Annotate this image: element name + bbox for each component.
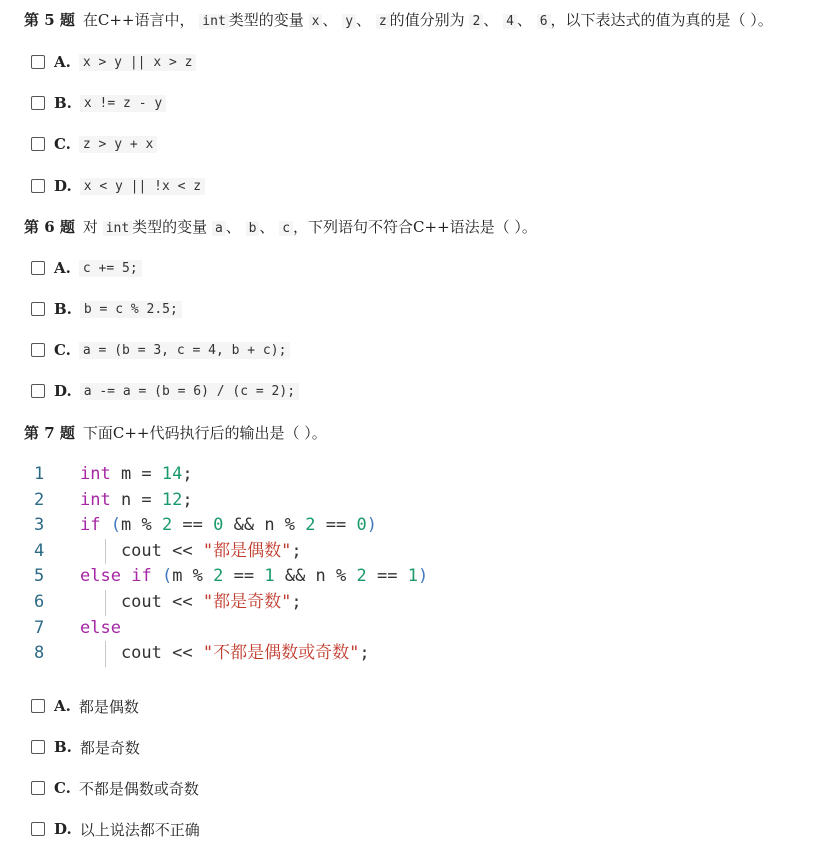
code-line	[24, 462, 544, 488]
question-7-option-d[interactable]	[31, 819, 200, 839]
code-text	[80, 564, 428, 590]
code-token: m =	[110, 464, 162, 484]
checkbox[interactable]	[31, 740, 45, 754]
code-token: else	[80, 617, 121, 638]
option-text: 都是偶数	[78, 697, 139, 716]
option-letter: B.	[54, 738, 72, 756]
option-letter: C.	[54, 341, 71, 359]
option-code: z > y + x	[79, 136, 157, 153]
question-5-value-2: 2	[469, 14, 483, 29]
question-5-text-post: ，以下表达式的值为真的是（ ）。	[550, 11, 773, 29]
option-letter: D.	[54, 820, 72, 838]
question-5-sep1: 、	[322, 11, 338, 29]
code-token: 0	[356, 515, 367, 536]
code-token: ;	[182, 464, 193, 484]
question-6-option-b[interactable]	[31, 299, 182, 319]
code-token: && n %	[274, 566, 357, 587]
code-token: 2	[305, 515, 316, 536]
code-token: 2	[213, 566, 224, 587]
code-token: ==	[172, 515, 214, 536]
checkbox[interactable]	[31, 343, 45, 357]
checkbox[interactable]	[31, 384, 45, 398]
code-text	[80, 590, 302, 616]
question-6-text-post: ，下列语句不符合C++语法是（ ）。	[293, 218, 537, 236]
question-5-option-c[interactable]	[31, 134, 157, 154]
checkbox[interactable]	[31, 137, 45, 151]
option-code: x != z - y	[80, 95, 166, 112]
option-code: c += 5;	[79, 260, 142, 277]
code-token: "不都是偶数或奇数"	[202, 643, 360, 664]
question-5-text-mid2: 的值分别为	[389, 11, 465, 29]
checkbox[interactable]	[31, 822, 45, 836]
question-6-sep1: 、	[225, 218, 241, 236]
question-5-value-4: 4	[503, 14, 517, 29]
code-token: "都是偶数"	[202, 540, 292, 561]
question-6-option-d[interactable]	[31, 381, 299, 401]
code-token: int	[80, 464, 111, 484]
question-7-title	[24, 423, 327, 443]
question-5-title	[24, 10, 773, 32]
question-5-sep2: 、	[356, 11, 372, 29]
question-5-var-y: y	[342, 14, 356, 29]
checkbox[interactable]	[31, 179, 45, 193]
line-number: 2	[34, 489, 45, 510]
code-token: )	[366, 515, 377, 536]
code-token: (	[110, 515, 121, 536]
question-6-number: 第 6 题	[24, 218, 75, 236]
checkbox[interactable]	[31, 302, 45, 316]
code-token: ==	[315, 515, 357, 536]
line-number: 7	[34, 617, 45, 638]
question-7-option-a[interactable]	[31, 696, 139, 716]
code-token: ;	[291, 540, 302, 561]
option-letter: B.	[54, 300, 72, 318]
code-token: "都是奇数"	[202, 591, 292, 612]
question-5-option-a[interactable]	[31, 52, 196, 72]
question-5-sep3: 、	[483, 11, 499, 29]
option-letter: C.	[54, 779, 71, 797]
code-token: ==	[223, 566, 265, 587]
question-5-int-keyword: int	[199, 14, 228, 29]
checkbox[interactable]	[31, 261, 45, 275]
checkbox[interactable]	[31, 96, 45, 110]
option-text: 不都是偶数或奇数	[78, 779, 199, 798]
option-code: x < y || !x < z	[80, 178, 205, 195]
option-letter: A.	[54, 53, 71, 71]
line-number: 6	[34, 591, 45, 612]
code-token: 2	[356, 566, 367, 587]
question-6-option-c[interactable]	[31, 340, 290, 360]
code-text	[80, 616, 121, 642]
code-text	[80, 488, 193, 514]
question-5-number: 第 5 题	[24, 11, 75, 29]
question-5-text-pre: 在C++语言中，	[82, 11, 195, 29]
question-6-sep2: 、	[259, 218, 275, 236]
code-text	[80, 462, 193, 488]
code-token: if	[131, 566, 152, 587]
code-text	[80, 539, 302, 565]
option-letter: D.	[54, 382, 72, 400]
option-text: 以上说法都不正确	[79, 820, 200, 839]
code-token: 12	[161, 489, 183, 510]
option-letter: A.	[54, 697, 71, 715]
code-block	[24, 462, 544, 667]
question-5-value-6: 6	[537, 14, 551, 29]
code-token: else	[80, 566, 121, 587]
code-line	[24, 513, 544, 539]
question-5-option-b[interactable]	[31, 93, 166, 113]
question-7-number: 第 7 题	[24, 424, 75, 442]
code-token: 14	[161, 464, 183, 484]
line-number: 8	[34, 643, 45, 664]
question-5-text-mid1: 类型的变量	[228, 11, 304, 29]
code-line	[24, 564, 544, 590]
code-line	[24, 590, 544, 616]
question-6-int-keyword: int	[103, 221, 132, 236]
checkbox[interactable]	[31, 55, 45, 69]
code-token: cout <<	[80, 643, 203, 664]
option-code: x > y || x > z	[79, 54, 197, 71]
option-text: 都是奇数	[79, 738, 140, 757]
code-token: 0	[213, 515, 224, 536]
code-token: ;	[182, 489, 193, 510]
code-token: (	[161, 566, 173, 587]
question-6-var-a: a	[212, 221, 226, 236]
code-token: 1	[407, 566, 418, 587]
line-number: 1	[34, 464, 45, 484]
question-6-text-mid1: 类型的变量	[132, 218, 208, 236]
option-letter: D.	[54, 177, 72, 195]
code-token: m %	[172, 566, 214, 587]
line-number: 3	[34, 515, 45, 536]
code-token: 2	[161, 515, 173, 536]
question-7-text: 下面C++代码执行后的输出是（ ）。	[82, 424, 327, 442]
question-5-var-x: x	[309, 14, 323, 29]
code-token: 1	[264, 566, 275, 587]
option-code: b = c % 2.5;	[80, 301, 182, 318]
code-token	[100, 515, 110, 535]
option-letter: B.	[54, 94, 72, 112]
code-token: ;	[291, 591, 302, 612]
option-letter: C.	[54, 135, 71, 153]
question-6-title	[24, 217, 537, 239]
question-6-text-pre: 对	[82, 218, 98, 236]
code-token: cout <<	[80, 540, 203, 561]
option-letter: A.	[54, 259, 71, 277]
question-7-option-b[interactable]	[31, 737, 140, 757]
code-token	[121, 566, 131, 586]
question-5-option-d[interactable]	[31, 176, 205, 196]
line-number: 5	[34, 566, 45, 587]
option-code: a = (b = 3, c = 4, b + c);	[79, 342, 291, 359]
question-6-var-b: b	[246, 221, 260, 236]
code-token: if	[80, 515, 101, 536]
code-token: ;	[359, 643, 370, 664]
code-token: int	[80, 489, 111, 510]
line-number: 4	[34, 540, 45, 561]
question-6-option-a[interactable]	[31, 258, 142, 278]
code-token: n =	[110, 489, 162, 510]
code-line	[24, 641, 544, 667]
code-line	[24, 539, 544, 565]
code-line	[24, 616, 544, 642]
question-5-sep4: 、	[516, 11, 532, 29]
checkbox[interactable]	[31, 699, 45, 713]
code-token: )	[417, 566, 429, 587]
checkbox[interactable]	[31, 781, 45, 795]
code-text	[80, 513, 377, 539]
question-6-var-c: c	[279, 221, 293, 236]
code-token	[152, 566, 162, 586]
question-7-option-c[interactable]	[31, 778, 199, 798]
code-token: m %	[120, 515, 162, 536]
code-text	[80, 641, 370, 667]
code-token: && n %	[223, 515, 306, 536]
code-token: ==	[366, 566, 408, 587]
question-5-var-z: z	[376, 14, 390, 29]
option-code: a -= a = (b = 6) / (c = 2);	[80, 383, 299, 400]
code-line	[24, 488, 544, 514]
code-token: cout <<	[80, 591, 203, 612]
